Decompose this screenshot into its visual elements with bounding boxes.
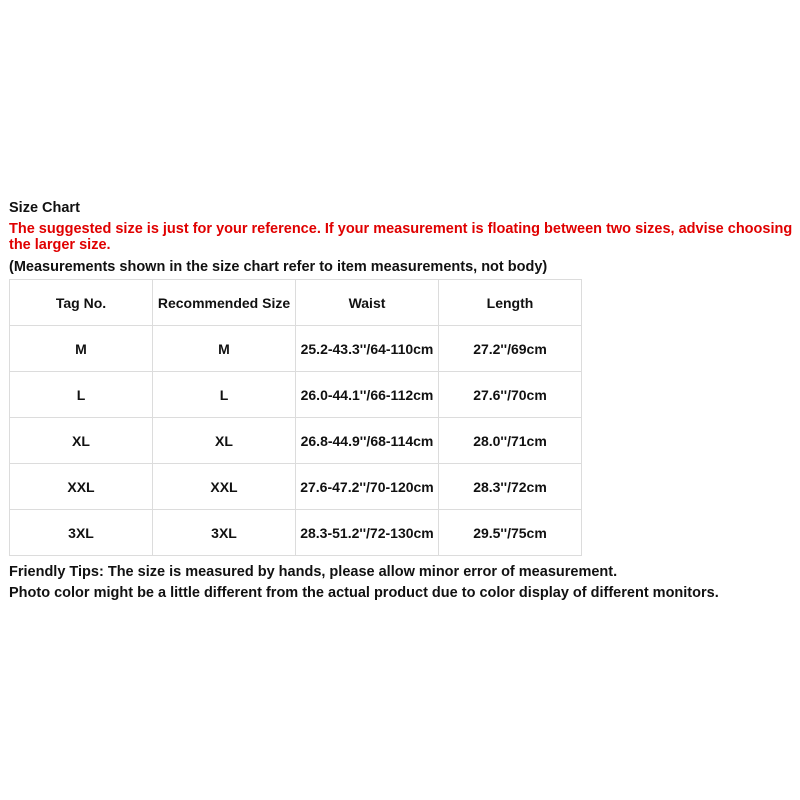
table-header-row (10, 280, 582, 326)
table-row (10, 418, 582, 464)
header-tag-no: Tag No. (10, 280, 153, 326)
size-chart-document (9, 199, 794, 600)
color-disclaimer: Photo color might be a little different from the actual product due to color display of different monitors. (9, 585, 719, 600)
cell-waist: 27.6-47.2''/70-120cm (296, 464, 439, 510)
table-row (10, 464, 582, 510)
size-table (9, 279, 582, 556)
cell-length: 28.0''/71cm (439, 418, 582, 464)
cell-waist: 28.3-51.2''/72-130cm (296, 510, 439, 556)
cell-tag-no: XXL (10, 464, 153, 510)
table-row (10, 510, 582, 556)
friendly-tips: Friendly Tips: The size is measured by hands, please allow minor error of measurement. (9, 564, 618, 580)
size-suggestion-note: The suggested size is just for your reference. If your measurement is floating between two sizes, advise choosing the larger size. (9, 221, 793, 253)
cell-tag-no: L (10, 372, 153, 418)
cell-recommended-size: M (153, 326, 296, 372)
header-length: Length (439, 280, 582, 326)
cell-tag-no: M (10, 326, 153, 372)
header-recommended-size: Recommended Size (153, 280, 296, 326)
cell-recommended-size: XL (153, 418, 296, 464)
cell-tag-no: 3XL (10, 510, 153, 556)
cell-waist: 26.8-44.9''/68-114cm (296, 418, 439, 464)
header-waist: Waist (296, 280, 439, 326)
cell-waist: 26.0-44.1''/66-112cm (296, 372, 439, 418)
measurement-note: (Measurements shown in the size chart refer to item measurements, not body) (9, 259, 548, 275)
cell-length: 29.5''/75cm (439, 510, 582, 556)
cell-recommended-size: XXL (153, 464, 296, 510)
cell-recommended-size: 3XL (153, 510, 296, 556)
color-disclaimer-wrapper (9, 583, 794, 600)
table-row (10, 372, 582, 418)
cell-length: 27.6''/70cm (439, 372, 582, 418)
cell-tag-no: XL (10, 418, 153, 464)
cell-length: 28.3''/72cm (439, 464, 582, 510)
table-row (10, 326, 582, 372)
cell-length: 27.2''/69cm (439, 326, 582, 372)
cell-waist: 25.2-43.3''/64-110cm (296, 326, 439, 372)
cell-recommended-size: L (153, 372, 296, 418)
size-chart-title: Size Chart (9, 200, 80, 216)
